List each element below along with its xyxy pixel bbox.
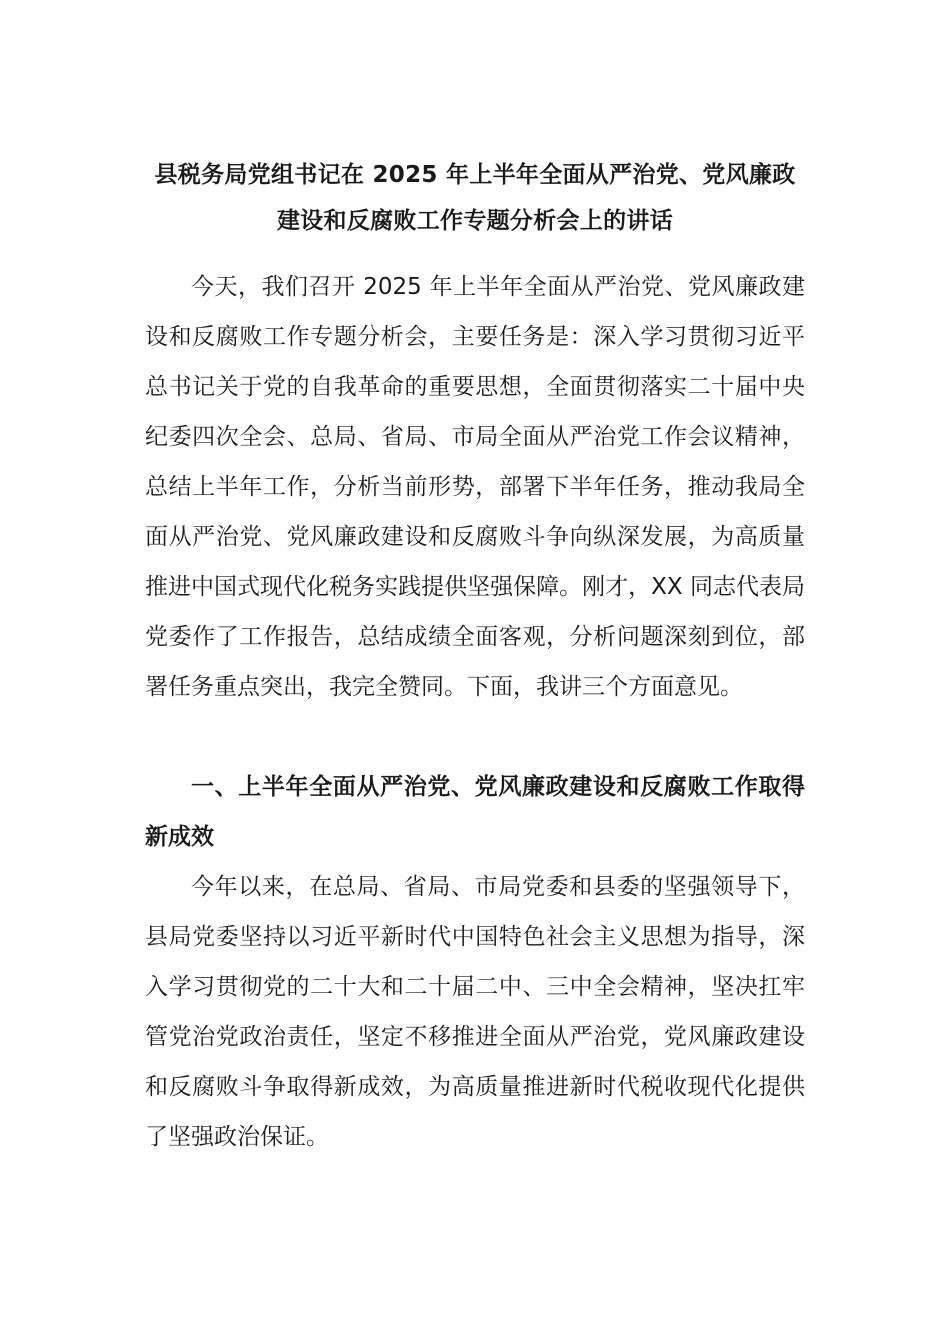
document-title: 县税务局党组书记在 2025 年上半年全面从严治党、党风廉政建设和反腐败工作专题分析会上的讲话 (154, 162, 796, 234)
opening-paragraph: 今天，我们召开 2025 年上半年全面从严治党、党风廉政建设和反腐败工作专题分析会，主要任务是：深入学习贯彻习近平总书记关于党的自我革命的重要思想，全面贯彻落实二十届中央纪委四次全会、总局、省局、市局全面从严治党工作会议精神，总结上半年工作，分析当前形势，部署下半年任务，推动我局全面从严治党、党风廉政建设和反腐败斗争向纵深发展，为高质量推进中国式现代化税务实践提供坚强保障。刚才，XX 同志代表局党委作了工作报告，总结成绩全面客观，分析问题深刻到位，部署任务重点突出，我完全赞同。下面，我讲三个方面意见。 (145, 274, 805, 700)
section-heading-1: 一、上半年全面从严治党、党风廉政建设和反腐败工作取得新成效 (145, 774, 805, 850)
section-1-paragraph: 今年以来，在总局、省局、市局党委和县委的坚强领导下，县局党委坚持以习近平新时代中国特色社会主义思想为指导，深入学习贯彻党的二十大和二十届二中、三中全会精神，坚决扛牢管党治党政治责任，坚定不移推进全面从严治党，党风廉政建设和反腐败斗争取得新成效，为高质量推进新时代税收现代化提供了坚强政治保证。 (145, 874, 805, 1150)
